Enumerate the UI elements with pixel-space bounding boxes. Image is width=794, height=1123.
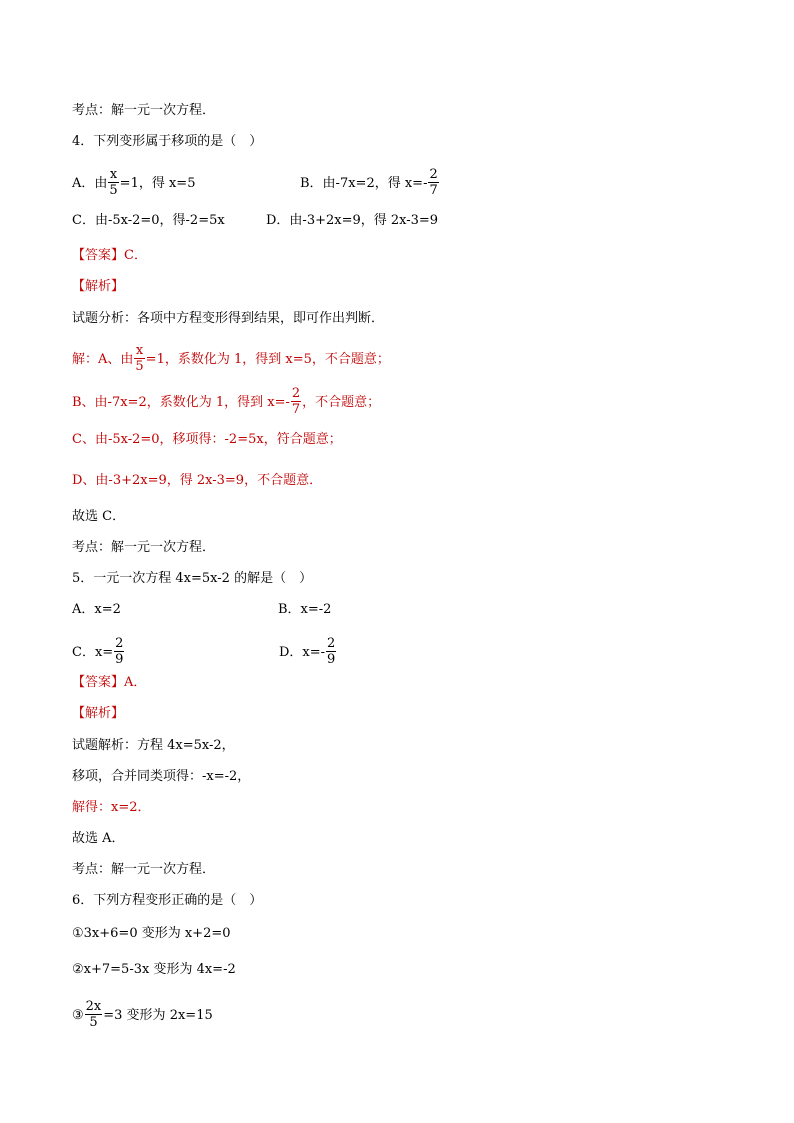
fraction-denominator: 7 [291, 402, 301, 417]
fraction-numerator: 2x [85, 999, 102, 1014]
q5-line-2: 移项，合并同类项得：-x=-2， [72, 769, 251, 784]
q5-option-c [72, 637, 125, 668]
q4-solution-a [72, 344, 390, 375]
q4-option-b-pre: B．由-7x=2，得 x=- [300, 176, 428, 191]
q5-analysis-tag: 【解析】 [72, 706, 125, 721]
q5-option-c-pre: C．x= [72, 645, 114, 660]
q4-option-a [72, 168, 195, 199]
q4-solution-b-fraction [291, 386, 301, 417]
q5-option-d-pre: D．x=- [279, 645, 326, 660]
q4-solution-b [72, 387, 380, 418]
q4-option-a-post: =1，得 x=5 [119, 176, 196, 191]
q4-option-a-pre: A．由 [72, 176, 108, 191]
q4-solution-a-fraction [134, 343, 144, 374]
q6-item-3-pre: ③ [72, 1008, 84, 1023]
q5-stem: 5．一元一次方程 4x=5x-2 的解是（ ） [72, 571, 313, 586]
q4-analysis-tag: 【解析】 [72, 279, 125, 294]
q5-line-3: 解得：x=2． [72, 800, 151, 815]
q4-choose: 故选 C． [72, 509, 126, 524]
fraction-denominator: 5 [135, 359, 144, 374]
fraction-denominator: 7 [429, 183, 438, 198]
q6-item-3-post: =3 变形为 2x=15 [103, 1008, 213, 1023]
fraction-numerator: 2 [429, 167, 438, 182]
q5-option-d [279, 637, 337, 668]
fraction-denominator: 5 [109, 183, 118, 198]
fraction-denominator: 9 [327, 652, 336, 667]
q4-solution-b-pre: B、由-7x=2，系数化为 1，得到 x=- [72, 395, 290, 410]
q4-option-b [300, 168, 440, 199]
q6-item-2: ②x+7=5-3x 变形为 4x=-2 [72, 962, 236, 977]
q5-choose: 故选 A． [72, 831, 125, 846]
q4-hint: 试题分析：各项中方程变形得到结果，即可作出判断． [72, 311, 385, 326]
q5-option-d-fraction [326, 636, 336, 667]
q4-solution-a-pre: 解：A、由 [72, 352, 134, 367]
q6-item-3-fraction [85, 999, 103, 1030]
q6-item-1: ①3x+6=0 变形为 x+2=0 [72, 926, 231, 941]
q4-option-c: C．由-5x-2=0，得-2=5x [72, 213, 225, 228]
fraction-numerator: 2 [291, 386, 301, 401]
q5-option-a: A．x=2 [72, 602, 121, 617]
fraction-numerator: x [135, 343, 144, 358]
q4-option-d: D．由-3+2x=9，得 2x-3=9 [266, 213, 439, 228]
q5-kaodian: 考点：解一元一次方程． [72, 862, 216, 877]
q4-kaodian: 考点：解一元一次方程． [72, 540, 216, 555]
q5-line-1: 试题解析：方程 4x=5x-2， [72, 738, 235, 753]
fraction-denominator: 5 [89, 1015, 98, 1030]
q4-answer: 【答案】C． [72, 248, 147, 263]
fraction-numerator: 2 [327, 636, 336, 651]
q3-kaodian: 考点：解一元一次方程． [72, 103, 216, 118]
q5-option-c-fraction [114, 636, 124, 667]
q6-item-3 [72, 1000, 213, 1031]
q5-answer: 【答案】A． [72, 675, 147, 690]
q5-option-b: B．x=-2 [278, 602, 332, 617]
q4-solution-b-post: ，不合题意； [302, 395, 381, 410]
q4-solution-d: D、由-3+2x=9，得 2x-3=9，不合题意． [72, 473, 323, 488]
q6-stem: 6．下列方程变形正确的是（ ） [72, 893, 263, 908]
q4-option-a-fraction [108, 167, 118, 198]
q4-solution-c: C、由-5x-2=0，移项得：-2=5x，符合题意； [72, 432, 342, 447]
q4-stem: 4．下列变形属于移项的是（ ） [72, 134, 263, 149]
fraction-numerator: x [109, 167, 118, 182]
q4-option-b-fraction [428, 167, 438, 198]
fraction-denominator: 9 [115, 652, 124, 667]
q4-solution-a-post: =1，系数化为 1，得到 x=5，不合题意； [145, 352, 390, 367]
fraction-numerator: 2 [115, 636, 124, 651]
